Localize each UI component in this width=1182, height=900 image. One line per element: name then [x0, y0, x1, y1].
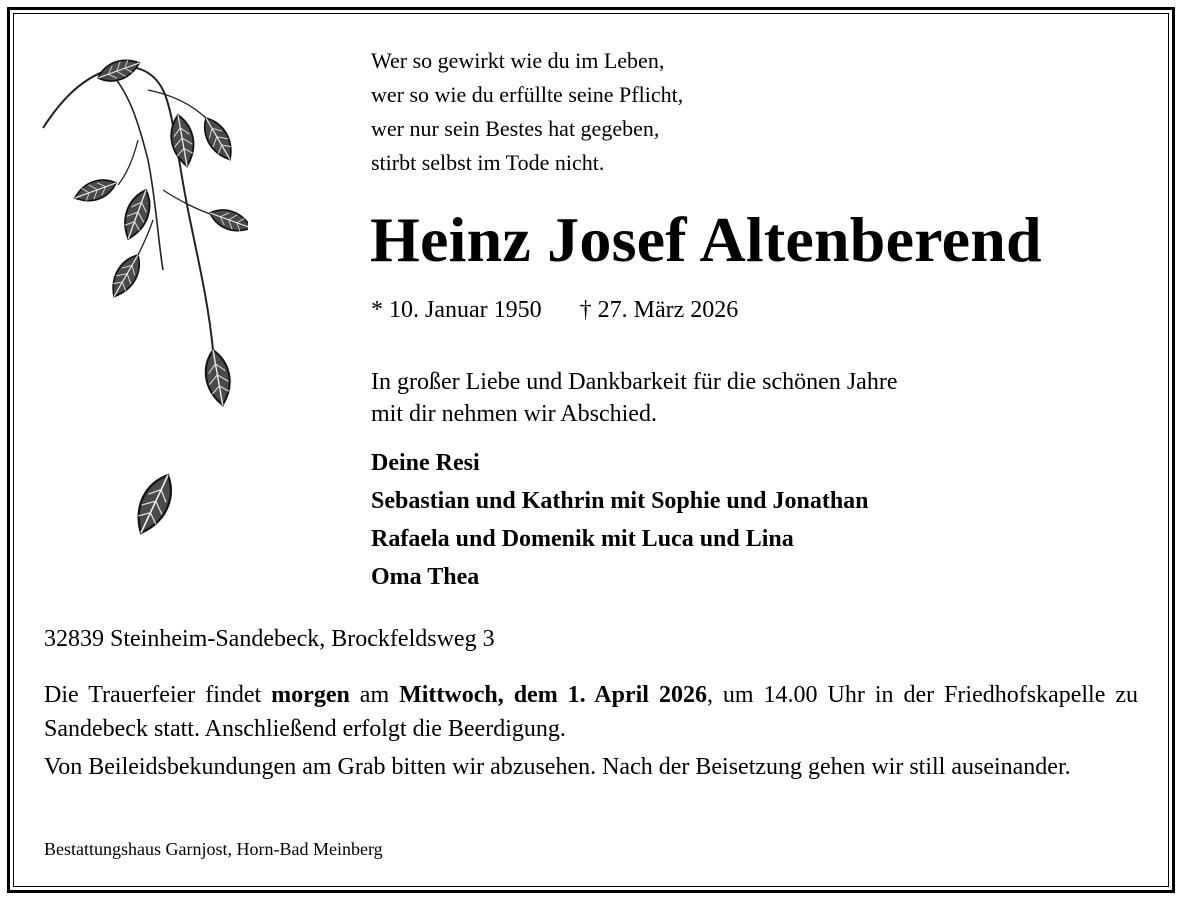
- birch-branch-icon: [38, 50, 248, 560]
- family-member: Sebastian und Kathrin mit Sophie und Jonathan: [371, 488, 869, 514]
- message-line: mit dir nehmen wir Abschied.: [371, 401, 657, 427]
- funeral-details: [44, 678, 1138, 746]
- undertaker: Bestattungshaus Garnjost, Horn-Bad Meinberg: [44, 839, 383, 859]
- poem-line: wer nur sein Bestes hat gegeben,: [371, 116, 660, 141]
- funeral-day: morgen: [271, 682, 350, 708]
- funeral-rest: , um 14.00 Uhr in der Friedhofskapelle zu Sandebeck statt. Anschließend erfolgt die Beerdigung.: [44, 682, 1138, 742]
- poem-line: stirbt selbst im Tode nicht.: [371, 150, 605, 175]
- poem-line: wer so wie du erfüllte seine Pflicht,: [371, 82, 684, 107]
- poem-line: Wer so gewirkt wie du im Leben,: [371, 48, 665, 73]
- family-member: Rafaela und Domenik mit Luca und Lina: [371, 526, 794, 552]
- family-list: [371, 444, 869, 596]
- funeral-info: [44, 678, 1138, 788]
- deceased-name: Heinz Josef Altenberend: [370, 204, 1042, 275]
- family-member: Deine Resi: [371, 450, 480, 476]
- funeral-intro: Die Trauerfeier findet: [44, 682, 272, 708]
- birth-date: * 10. Januar 1950: [371, 297, 542, 323]
- life-dates: [371, 294, 738, 326]
- funeral-note: Von Beileidsbekundungen am Grab bitten wir abzusehen. Nach der Beisetzung gehen wir still auseinander.: [44, 754, 1071, 780]
- message-line: In großer Liebe und Dankbarkeit für die schönen Jahre: [371, 369, 898, 395]
- family-member: Oma Thea: [371, 564, 480, 590]
- death-date: † 27. März 2026: [579, 297, 739, 323]
- address: 32839 Steinheim-Sandebeck, Brockfeldsweg 3: [44, 626, 495, 652]
- funeral-mid: am: [349, 682, 400, 708]
- funeral-date: Mittwoch, dem 1. April 2026: [399, 682, 707, 708]
- poem: [371, 44, 683, 180]
- farewell-message: [371, 366, 897, 430]
